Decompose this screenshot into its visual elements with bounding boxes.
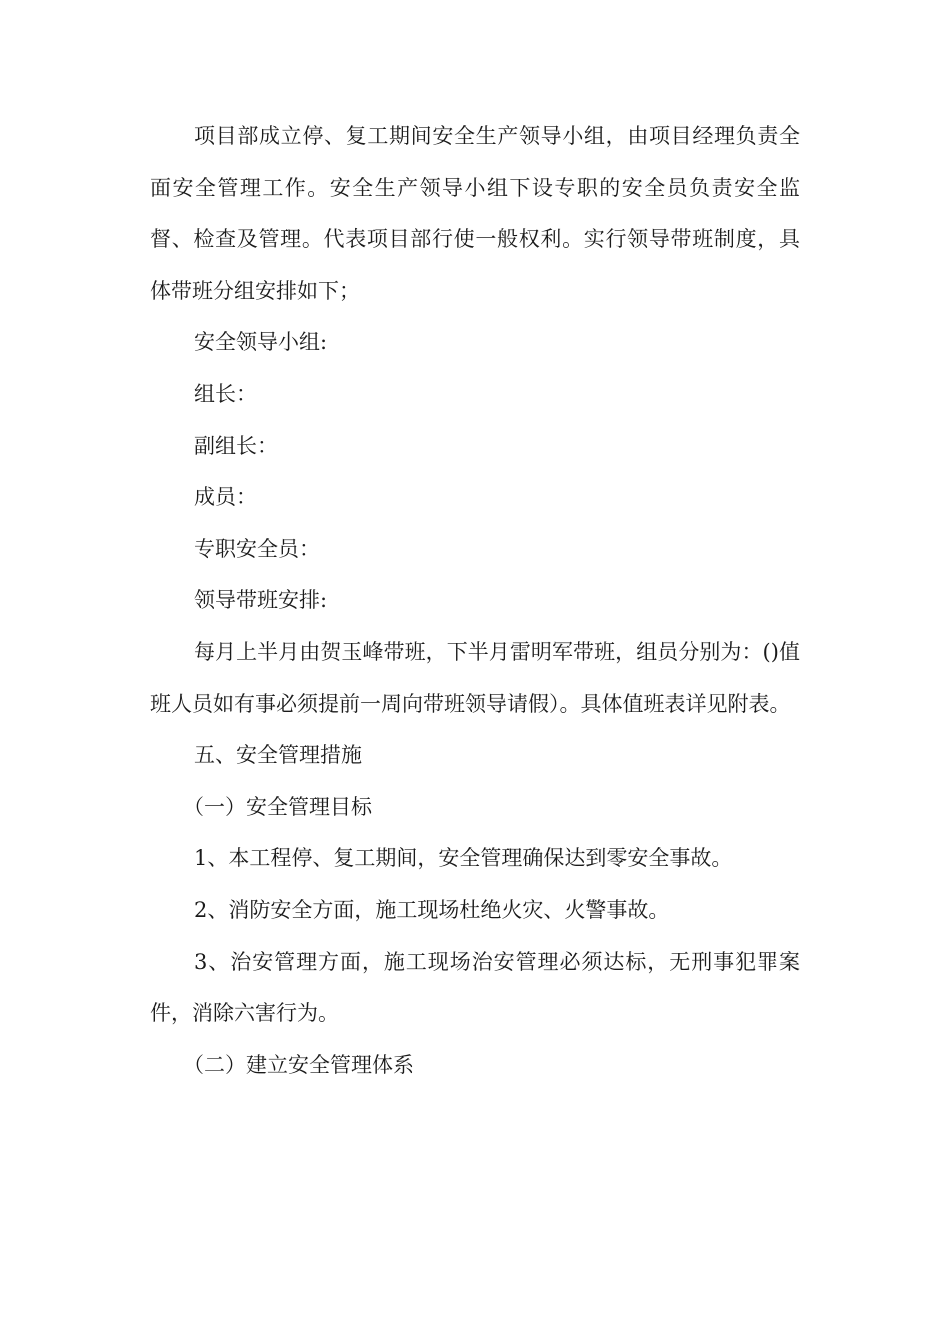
paragraph-duty-schedule: 每月上半月由贺玉峰带班，下半月雷明军带班，组员分别为：()值班人员如有事必须提前一周向带班领导请假）。具体值班表详见附表。 [150,639,800,716]
paragraph-members: 成员： [194,485,257,510]
heading-safety-targets: （一）安全管理目标 [183,794,372,819]
paragraph-safety-officer: 专职安全员： [194,536,320,561]
list-item-target-3: 3、治安管理方面，施工现场治安管理必须达标，无刑事犯罪案件，消除六害行为。 [150,949,800,1026]
paragraph-safety-group-label: 安全领导小组: [194,330,328,355]
heading-safety-system: （二）建立安全管理体系 [183,1052,414,1077]
list-item-target-1: 1、本工程停、复工期间，安全管理确保达到零安全事故。 [194,846,733,871]
paragraph-leadership-group: 项目部成立停、复工期间安全生产领导小组，由项目经理负责全面安全管理工作。安全生产领导小组下设专职的安全员负责安全监督、检查及管理。代表项目部行使一般权利。实行领导带班制度，具体带班分组安排如下； [150,124,800,303]
list-item-target-2: 2、消防安全方面，施工现场杜绝火灾、火警事故。 [194,897,670,922]
paragraph-group-leader: 组长： [194,381,257,406]
heading-safety-measures: 五、安全管理措施 [194,743,362,768]
document-body [150,111,800,1091]
paragraph-deputy-leader: 副组长： [194,433,278,458]
paragraph-duty-arrangement: 领导带班安排: [194,588,328,613]
